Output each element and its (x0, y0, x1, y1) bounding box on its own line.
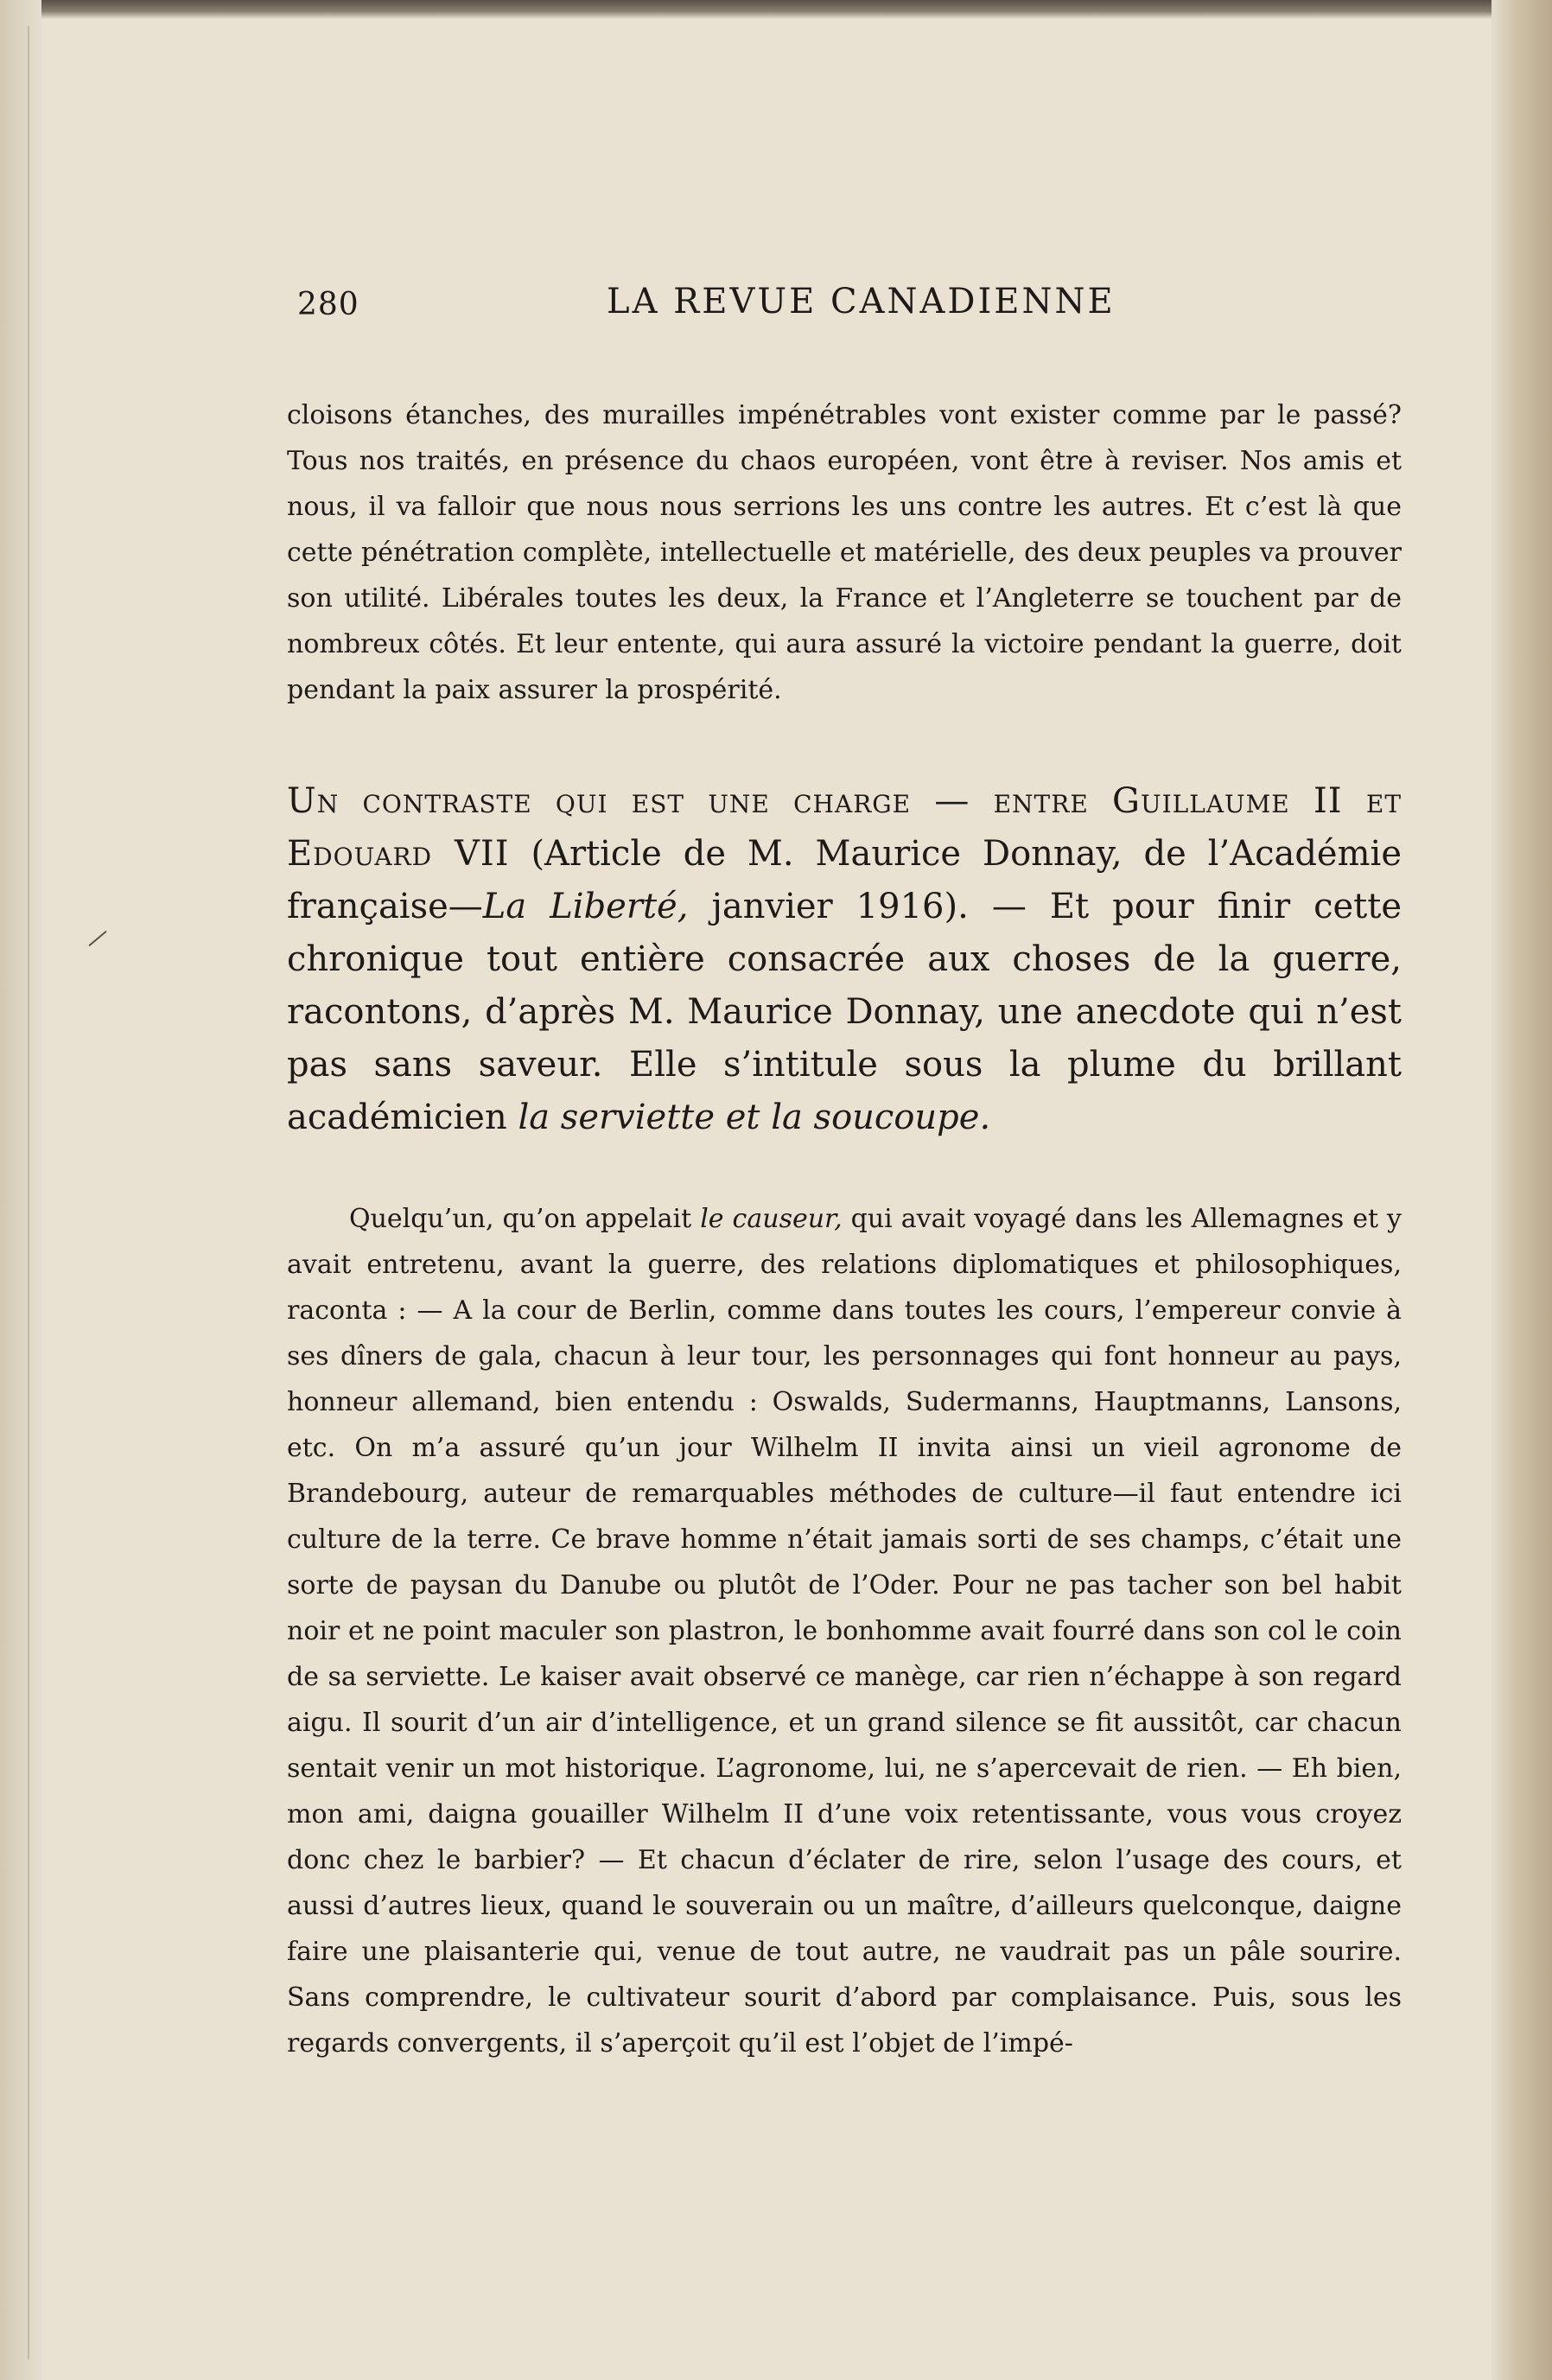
source-title: La Liberté, (482, 887, 689, 926)
page-right-edge (1492, 0, 1552, 2380)
page-number: 280 (297, 287, 359, 322)
article-attribution: (Article de M. Maurice Donnay, de l’Académie française— (287, 834, 1402, 926)
page-left-shadow (0, 0, 41, 2380)
quote-opening: Quelqu’un, qu’on appelait (349, 1204, 701, 1234)
continued-paragraph: cloisons étanches, des murailles impénétrables vont exister comme par le passé? Tous nos traités, en présence du chaos européen, vont être à reviser. Nos amis et nous, il va falloir que nous nous serrions les uns contre les autres. Et c’est là que cette pénétration complète, intellectuelle et matérielle, des deux peuples va prouver son utilité. Libérales toutes les deux, la France et l’Angleterre se touchent par de nombreux côtés. Et leur entente, qui aura assuré la victoire pendant la guerre, doit pendant la paix assurer la prospérité. (287, 400, 1402, 705)
section-intro: janvier 1916). — Et pour finir cette chronique tout entière consacrée aux choses de la guerre, racontons, d’après M. Maurice Donnay, une anecdote qui n’est pas sans saveur. Elle s’intitule sous la plume du brillant académicien (287, 887, 1402, 1137)
margin-pencil-mark (88, 931, 106, 946)
story-title: la serviette et la soucoupe. (518, 1098, 991, 1137)
page-top-edge (0, 0, 1552, 19)
quoted-story-paragraph (287, 1196, 1402, 2066)
page-fold-line (28, 26, 29, 2359)
section-title: Un contraste qui est une charge — entre Guillaume II et Edouard VII (287, 781, 1402, 874)
page-content (287, 277, 1402, 2066)
journal-title: LA REVUE CANADIENNE (607, 282, 1116, 321)
quote-nickname: le causeur, (700, 1204, 843, 1234)
quote-body: qui avait voyagé dans les Allemagnes et y avait entretenu, avant la guerre, des relations diplomatiques et philosophiques, raconta : — A la cour de Berlin, comme dans toutes les cours, l’empereur convie à ses dîners de gala, chacun à leur tour, les personnages qui font honneur au pays, honneur allemand, bien entendu : Oswalds, Sudermanns, Hauptmanns, Lansons, etc. On m’a assuré qu’un jour Wilhelm II invita ainsi un vieil agronome de Brandebourg, auteur de remarquables méthodes de culture—il faut entendre ici culture de la terre. Ce brave homme n’était jamais sorti de ses champs, c’était une sorte de paysan du Danube ou plutôt de l’Oder. Pour ne pas tacher son bel habit noir et ne point maculer son plastron, le bonhomme avait fourré dans son col le coin de sa serviette. Le kaiser avait observé ce manège, car rien n’échappe à son regard aigu. Il sourit d’un air d’intelligence, et un grand silence se fit aussitôt, car chacun sentait venir un mot historique. L’agronome, lui, ne s’apercevait de rien. — Eh bien, mon ami, daigna gouailler Wilhelm II d’une voix retentissante, vous vous croyez donc chez le barbier? — Et chacun d’éclater de rire, selon l’usage des cours, et aussi d’autres lieux, quand le souverain ou un maître, d’ailleurs quelconque, daigne faire une plaisanterie qui, venue de tout autre, ne vaudrait pas un pâle sourire. Sans comprendre, le cultivateur sourit d’abord par complaisance. Puis, sous les regards convergents, il s’aperçoit qu’il est l’objet de l’impé- (287, 1204, 1402, 2059)
section-heading-paragraph (287, 775, 1402, 1144)
running-head (287, 277, 1402, 328)
